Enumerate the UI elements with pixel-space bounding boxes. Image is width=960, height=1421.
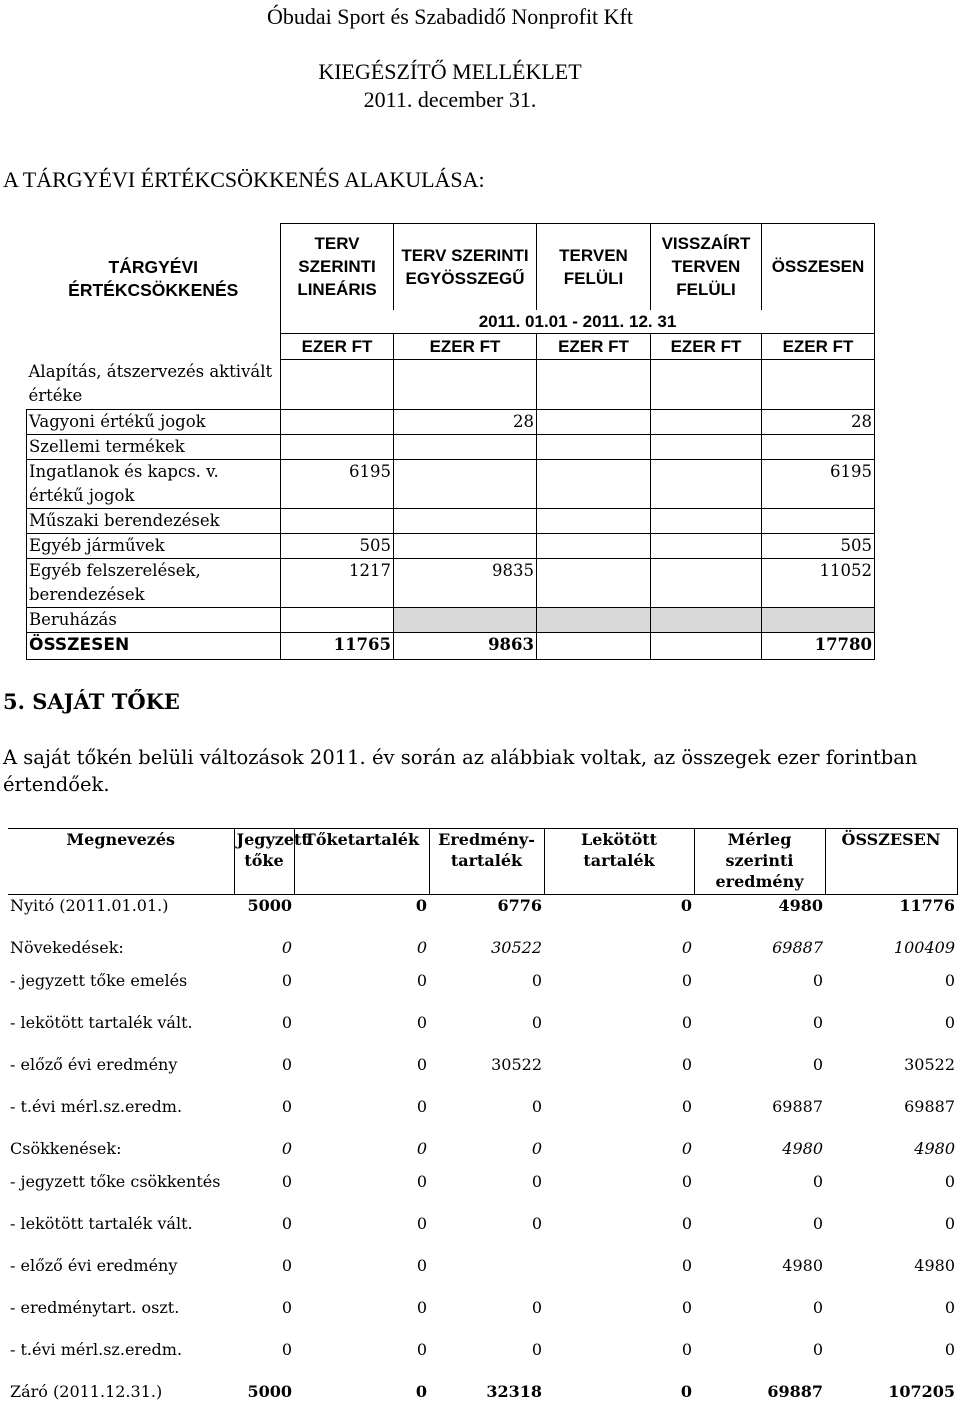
- equity-row: [8, 1096, 957, 1138]
- value-cell: [651, 559, 762, 608]
- equity-value-cell: 5000: [247, 1381, 292, 1401]
- equity-value-cell: 0: [281, 1171, 292, 1191]
- equity-row-label: - jegyzett tőke csökkentés: [10, 1171, 221, 1191]
- equity-row-label: - eredménytart. oszt.: [10, 1297, 180, 1317]
- value-cell: [537, 509, 651, 534]
- equity-row: [8, 937, 957, 970]
- equity-value-cell: 69887: [904, 1096, 955, 1116]
- equity-row-label: Csökkenések:: [10, 1138, 122, 1158]
- equity-value-cell: 0: [681, 1054, 692, 1074]
- equity-value-cell: 0: [531, 1096, 542, 1116]
- equity-value-cell: 0: [944, 1012, 955, 1032]
- value-cell: 505: [281, 534, 394, 559]
- equity-value-cell: 0: [531, 1339, 542, 1359]
- value-cell: [651, 509, 762, 534]
- equity-header: Megnevezés: [8, 829, 234, 895]
- equity-value-cell: 0: [531, 1171, 542, 1191]
- value-cell: [537, 410, 651, 435]
- equity-value-cell: 0: [681, 1297, 692, 1317]
- equity-value-cell: 0: [531, 1012, 542, 1032]
- equity-value-cell: 0: [681, 1255, 692, 1275]
- equity-value-cell: 0: [416, 1012, 427, 1032]
- equity-value-cell: 0: [416, 1255, 427, 1275]
- row-label: Ingatlanok és kapcs. v. értékű jogok: [27, 460, 281, 509]
- equity-value-cell: 0: [944, 1339, 955, 1359]
- value-cell: 6195: [762, 460, 875, 509]
- equity-value-cell: 69887: [772, 1096, 823, 1116]
- value-cell: [394, 534, 537, 559]
- value-cell: [281, 360, 394, 410]
- row-label: Alapítás, átszervezés aktivált értéke: [27, 360, 281, 410]
- equity-value-cell: 0: [681, 1171, 692, 1191]
- unit-label: EZER FT: [281, 334, 394, 360]
- total-cell: [651, 633, 762, 660]
- equity-value-cell: 0: [416, 1054, 427, 1074]
- value-cell: [651, 608, 762, 633]
- equity-value-cell: 6776: [497, 896, 542, 915]
- row-label: Egyéb járművek: [27, 534, 281, 559]
- equity-value-cell: 0: [680, 896, 692, 915]
- col-header: TERVEN FELÜLI: [537, 224, 651, 310]
- value-cell: [394, 435, 537, 460]
- depreciation-row: [27, 360, 875, 410]
- value-cell: [394, 608, 537, 633]
- row-label: Vagyoni értékű jogok: [27, 410, 281, 435]
- equity-value-cell: 0: [416, 1096, 427, 1116]
- equity-header: Eredmény-tartalék: [429, 829, 544, 895]
- total-cell: [537, 633, 651, 660]
- equity-value-cell: 0: [281, 970, 292, 990]
- equity-value-cell: 4980: [914, 1138, 955, 1158]
- value-cell: [762, 360, 875, 410]
- equity-value-cell: 0: [281, 1213, 292, 1233]
- unit-label: EZER FT: [537, 334, 651, 360]
- equity-row: [8, 1171, 957, 1213]
- equity-value-cell: 4980: [782, 1255, 823, 1275]
- equity-value-cell: 4980: [914, 1255, 955, 1275]
- equity-value-cell: 0: [812, 1213, 823, 1233]
- total-label: ÖSSZESEN: [27, 633, 281, 660]
- value-cell: [281, 608, 394, 633]
- equity-value-cell: 0: [281, 1096, 292, 1116]
- document-title: KIEGÉSZÍTŐ MELLÉKLET: [318, 59, 582, 84]
- equity-value-cell: 0: [681, 1138, 692, 1158]
- value-cell: [537, 608, 651, 633]
- value-cell: 6195: [281, 460, 394, 509]
- equity-value-cell: 0: [681, 1213, 692, 1233]
- equity-value-cell: 69887: [767, 1381, 823, 1401]
- equity-value-cell: 0: [812, 1297, 823, 1317]
- value-cell: 1217: [281, 559, 394, 608]
- total-cell: 17780: [762, 633, 875, 660]
- equity-value-cell: 0: [531, 1213, 542, 1233]
- equity-value-cell: 0: [944, 1213, 955, 1233]
- equity-value-cell: 0: [416, 1213, 427, 1233]
- equity-value-cell: 0: [531, 1297, 542, 1317]
- equity-row-label: - lekötött tartalék vált.: [10, 1213, 193, 1233]
- equity-row-label: - jegyzett tőke emelés: [10, 970, 188, 990]
- value-cell: [537, 435, 651, 460]
- equity-row-label: - előző évi eredmény: [10, 1255, 178, 1275]
- depreciation-row: [27, 435, 875, 460]
- equity-value-cell: 0: [812, 970, 823, 990]
- equity-value-cell: 0: [416, 1138, 427, 1158]
- value-cell: [762, 509, 875, 534]
- equity-value-cell: 30522: [491, 1054, 542, 1074]
- equity-value-cell: 0: [681, 937, 692, 957]
- col-header: ÖSSZESEN: [762, 224, 875, 310]
- equity-value-cell: 0: [416, 1171, 427, 1191]
- equity-value-cell: 0: [416, 1339, 427, 1359]
- equity-value-cell: 0: [415, 1381, 427, 1401]
- equity-value-cell: 32318: [486, 1381, 542, 1401]
- equity-value-cell: 0: [281, 1297, 292, 1317]
- equity-header: Lekötött tartalék: [544, 829, 694, 895]
- equity-table: [8, 828, 958, 1404]
- equity-row-label: - előző évi eredmény: [10, 1054, 178, 1074]
- value-cell: [651, 435, 762, 460]
- value-cell: [762, 608, 875, 633]
- equity-row-label: Záró (2011.12.31.): [10, 1381, 163, 1401]
- equity-value-cell: 0: [944, 970, 955, 990]
- equity-value-cell: 0: [681, 1339, 692, 1359]
- total-cell: 9863: [394, 633, 537, 660]
- depreciation-row: [27, 460, 875, 509]
- equity-value-cell: 0: [681, 1096, 692, 1116]
- value-cell: [651, 360, 762, 410]
- value-cell: 11052: [762, 559, 875, 608]
- equity-header: Mérleg szerinti eredmény: [694, 829, 825, 895]
- row-label: Egyéb felszerelések, berendezések: [27, 559, 281, 608]
- equity-row: [8, 1213, 957, 1255]
- equity-header: Tőketartalék: [294, 829, 429, 895]
- depreciation-row: [27, 509, 875, 534]
- section-title: A TÁRGYÉVI ÉRTÉKCSÖKKENÉS ALAKULÁSA:: [3, 167, 485, 192]
- value-cell: [394, 460, 537, 509]
- equity-row: [8, 895, 957, 937]
- row-header: TÁRGYÉVI ÉRTÉKCSÖKKENÉS: [68, 256, 239, 300]
- depreciation-table: [26, 223, 875, 660]
- unit-label: EZER FT: [651, 334, 762, 360]
- value-cell: [394, 360, 537, 410]
- depreciation-row: [27, 534, 875, 559]
- row-label: Szellemi termékek: [27, 435, 281, 460]
- equity-value-cell: 0: [680, 1381, 692, 1401]
- equity-row-label: Növekedések:: [10, 937, 124, 957]
- value-cell: [537, 360, 651, 410]
- equity-value-cell: 0: [416, 1297, 427, 1317]
- equity-value-cell: 4980: [778, 896, 823, 915]
- equity-value-cell: 0: [415, 896, 427, 915]
- equity-value-cell: 0: [812, 1339, 823, 1359]
- equity-value-cell: 11776: [899, 896, 955, 915]
- equity-value-cell: 0: [281, 937, 292, 957]
- value-cell: [651, 460, 762, 509]
- equity-header: ÖSSZESEN: [825, 829, 957, 895]
- row-label: Beruházás: [27, 608, 281, 633]
- total-cell: 11765: [281, 633, 394, 660]
- equity-row: [8, 1255, 957, 1297]
- row-label: Műszaki berendezések: [27, 509, 281, 534]
- value-cell: 28: [394, 410, 537, 435]
- value-cell: [651, 534, 762, 559]
- equity-value-cell: 0: [416, 937, 427, 957]
- equity-value-cell: [429, 1255, 544, 1297]
- section-5-intro: A saját tőkén belüli változások 2011. év során az alábbiak voltak, az összegek ezer forintban értendőek.: [3, 746, 918, 796]
- equity-value-cell: 0: [681, 970, 692, 990]
- value-cell: [394, 509, 537, 534]
- equity-row: [8, 1297, 957, 1339]
- unit-label: EZER FT: [762, 334, 875, 360]
- equity-value-cell: 0: [281, 1012, 292, 1032]
- equity-row: [8, 1012, 957, 1054]
- period-label: 2011. 01.01 - 2011. 12. 31: [281, 310, 875, 334]
- depreciation-row: [27, 608, 875, 633]
- equity-value-cell: 0: [812, 1012, 823, 1032]
- value-cell: [762, 435, 875, 460]
- equity-row: [8, 1054, 957, 1096]
- equity-row: [8, 1381, 957, 1404]
- equity-value-cell: 4980: [782, 1138, 823, 1158]
- equity-value-cell: 0: [944, 1297, 955, 1317]
- equity-value-cell: 0: [281, 1339, 292, 1359]
- unit-label: EZER FT: [394, 334, 537, 360]
- value-cell: [651, 410, 762, 435]
- company-name: Óbudai Sport és Szabadidő Nonprofit Kft: [267, 4, 633, 29]
- equity-row-label: - t.évi mérl.sz.eredm.: [10, 1339, 183, 1359]
- equity-value-cell: 5000: [247, 896, 292, 915]
- equity-value-cell: 0: [812, 1171, 823, 1191]
- value-cell: 505: [762, 534, 875, 559]
- value-cell: [537, 460, 651, 509]
- total-row: [27, 633, 875, 660]
- equity-value-cell: 30522: [904, 1054, 955, 1074]
- col-header: TERV SZERINTI EGYÖSSZEGŰ: [394, 224, 537, 310]
- equity-row: [8, 1339, 957, 1381]
- equity-value-cell: 0: [531, 970, 542, 990]
- equity-row-label: - lekötött tartalék vált.: [10, 1012, 193, 1032]
- document-date: 2011. december 31.: [363, 87, 537, 112]
- equity-value-cell: 0: [812, 1054, 823, 1074]
- equity-value-cell: 30522: [491, 937, 542, 957]
- value-cell: [537, 534, 651, 559]
- equity-value-cell: 0: [531, 1138, 542, 1158]
- equity-value-cell: 0: [416, 970, 427, 990]
- section-5-title: 5. SAJÁT TŐKE: [3, 689, 180, 714]
- depreciation-row: [27, 410, 875, 435]
- equity-value-cell: 107205: [888, 1381, 955, 1401]
- equity-value-cell: 0: [281, 1138, 292, 1158]
- value-cell: [537, 559, 651, 608]
- equity-value-cell: 100409: [893, 937, 955, 957]
- equity-row: [8, 1138, 957, 1171]
- col-header: TERV SZERINTI LINEÁRIS: [281, 224, 394, 310]
- equity-value-cell: 0: [944, 1171, 955, 1191]
- value-cell: 9835: [394, 559, 537, 608]
- value-cell: [281, 435, 394, 460]
- equity-row: [8, 970, 957, 1012]
- col-header: VISSZAÍRT TERVEN FELÜLI: [651, 224, 762, 310]
- equity-value-cell: 0: [281, 1054, 292, 1074]
- value-cell: 28: [762, 410, 875, 435]
- equity-row-label: Nyitó (2011.01.01.): [10, 896, 169, 915]
- equity-row-label: - t.évi mérl.sz.eredm.: [10, 1096, 183, 1116]
- value-cell: [281, 410, 394, 435]
- equity-header: Jegyzett tőke: [234, 829, 294, 895]
- equity-value-cell: 0: [681, 1012, 692, 1032]
- depreciation-row: [27, 559, 875, 608]
- equity-value-cell: 0: [281, 1255, 292, 1275]
- equity-value-cell: 69887: [772, 937, 823, 957]
- value-cell: [281, 509, 394, 534]
